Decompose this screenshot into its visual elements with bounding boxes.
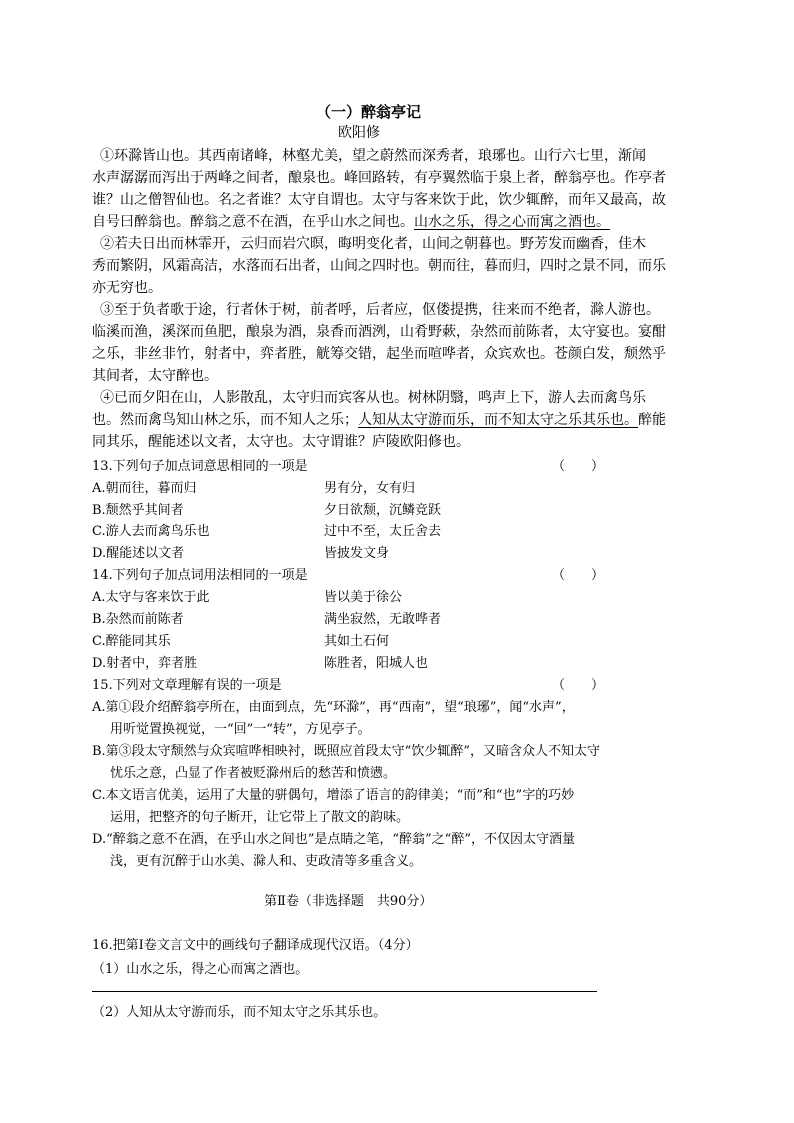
q13-option-b-left: B.颓然乎其间者	[92, 503, 184, 518]
paragraph-2-line-1: ②若夫日出而林霏开，云归而岩穴暝，晦明变化者，山间之朝暮也。野芳发而幽香，佳木	[100, 236, 646, 252]
paragraph-1-line-4-text: 自号曰醉翁也。醉翁之意不在酒，在乎山水之间也。	[92, 214, 414, 230]
question-14-bracket: （ ）	[552, 568, 605, 583]
paragraph-1-line-1: ①环滁皆山也。其西南诸峰，林壑尤美，望之蔚然而深秀者，琅琊也。山行六七里，渐闻	[100, 148, 646, 164]
question-13-stem: 13.下列句子加点词意思相同的一项是	[92, 459, 308, 474]
q13-option-c-left: C.游人去而禽鸟乐也	[92, 524, 210, 539]
q15-option-d-line-1: D.“醉翁之意不在酒，在乎山水之间也”是点睛之笔，“醉翁”之“醉”，不仅因太守酒量	[92, 832, 575, 847]
q14-option-c-right: 其如土石何	[324, 634, 390, 649]
q13-option-d-left: D.醒能述以文者	[92, 546, 185, 561]
question-14-stem: 14.下列句子加点词用法相同的一项是	[92, 568, 308, 583]
q14-option-b-left: B.杂然而前陈者	[92, 612, 184, 627]
q14-option-a-left: A.太守与客来饮于此	[92, 590, 210, 605]
paragraph-4-line-2-tail: 醉能	[638, 412, 666, 428]
section-2-heading: 第Ⅱ卷（非选择题 共90分）	[264, 894, 433, 909]
q13-option-a-right: 男有分，女有归	[324, 481, 416, 496]
q14-option-a-right: 皆以美于徐公	[324, 590, 403, 605]
paragraph-1-line-2: 水声潺潺而泻出于两峰之间者，酿泉也。峰回路转，有亭翼然临于泉上者，醉翁亭也。作亭者	[92, 170, 666, 186]
q15-option-c-line-2: 运用，把整齐的句子断开，让它带上了散文的韵味。	[110, 810, 410, 825]
question-15-stem: 15.下列对文章理解有误的一项是	[92, 678, 282, 693]
underlined-sentence-2: 人知从太守游而乐，而不知太守之乐其乐也。	[358, 412, 638, 428]
underlined-sentence-1: 山水之乐，得之心而寓之酒也。	[414, 214, 610, 230]
q13-option-a-left: A.朝而往，暮而归	[92, 481, 197, 496]
paragraph-4-line-1: ④已而夕阳在山，人影散乱，太守归而宾客从也。树林阴翳，鸣声上下，游人去而禽鸟乐	[100, 390, 646, 406]
paragraph-1-line-3: 谁？山之僧智仙也。名之者谁？太守自谓也。太守与客来饮于此，饮少辄醉，而年又最高，故	[92, 192, 666, 208]
q15-option-d-line-2: 浅，更有沉醉于山水美、滁人和、吏政清等多重含义。	[110, 854, 423, 869]
paragraph-2-line-2: 秀而繁阴，风霜高洁，水落而石出者，山间之四时也。朝而往，暮而归，四时之景不同，而乐	[92, 258, 666, 274]
question-16-stem: 16.把第Ⅰ卷文言文中的画线句子翻译成现代汉语。（4分）	[92, 938, 419, 953]
q13-option-c-right: 过中不至，太丘舍去	[324, 524, 442, 539]
paragraph-3-line-1: ③至于负者歌于途，行者休于树，前者呼，后者应，伛偻提携，往来而不绝者，滁人游也。	[100, 302, 660, 318]
q14-option-d-left: D.射者中，弈者胜	[92, 656, 198, 671]
q13-option-b-right: 夕日欲颓，沉鳞竞跃	[324, 503, 442, 518]
paragraph-4-line-3: 同其乐，醒能述以文者，太守也。太守谓谁？庐陵欧阳修也。	[92, 434, 470, 450]
paragraph-3-line-3: 之乐，非丝非竹，射者中，弈者胜，觥筹交错，起坐而喧哗者，众宾欢也。苍颜白发，颓然乎	[92, 346, 666, 362]
passage-title: （一）醉翁亭记	[316, 103, 422, 121]
question-13-bracket: （ ）	[552, 459, 605, 474]
paragraph-3-line-2: 临溪而渔，溪深而鱼肥，酿泉为酒，泉香而酒洌，山肴野蔌，杂然而前陈者，太守宴也。宴酣	[92, 324, 666, 340]
q15-option-b-line-1: B.第③段太守颓然与众宾喧哗相映衬，既照应首段太守“饮少辄醉”，又暗含众人不知太守	[92, 744, 600, 759]
paragraph-3-line-4: 其间者，太守醉也。	[92, 368, 218, 384]
answer-line-1[interactable]	[92, 991, 597, 992]
q14-option-c-left: C.醉能同其乐	[92, 634, 171, 649]
paragraph-2-line-3: 亦无穷也。	[92, 280, 162, 296]
q14-option-d-right: 陈胜者，阳城人也	[324, 656, 429, 671]
question-15-bracket: （ ）	[552, 678, 605, 693]
paragraph-4-line-2	[92, 409, 666, 431]
q13-option-d-right: 皆披发文身	[324, 546, 390, 561]
q15-option-a-line-1: A.第①段介绍醉翁亭所在，由面到点，先“环滁”，再“西南”，望“琅琊”，闻“水声”，	[92, 700, 575, 715]
q15-option-c-line-1: C.本文语言优美，运用了大量的骈偶句，增添了语言的韵律美；“而”和“也”字的巧妙	[92, 788, 575, 803]
question-16-sentence-2: （2）人知从太守游而乐，而不知太守之乐其乐也。	[92, 1005, 387, 1020]
paragraph-1-line-4	[92, 211, 610, 233]
q15-option-b-line-2: 忧乐之意，凸显了作者被贬滁州后的愁苦和愤懑。	[110, 766, 397, 781]
passage-author: 欧阳修	[338, 125, 380, 141]
question-16-sentence-1: （1）山水之乐，得之心而寓之酒也。	[92, 962, 309, 977]
paragraph-4-line-2-text: 也。然而禽鸟知山林之乐，而不知人之乐；	[92, 412, 358, 428]
q14-option-b-right: 满坐寂然，无敢哗者	[324, 612, 442, 627]
q15-option-a-line-2: 用听觉置换视觉，一“回”一“转”，方见亭子。	[110, 722, 371, 737]
